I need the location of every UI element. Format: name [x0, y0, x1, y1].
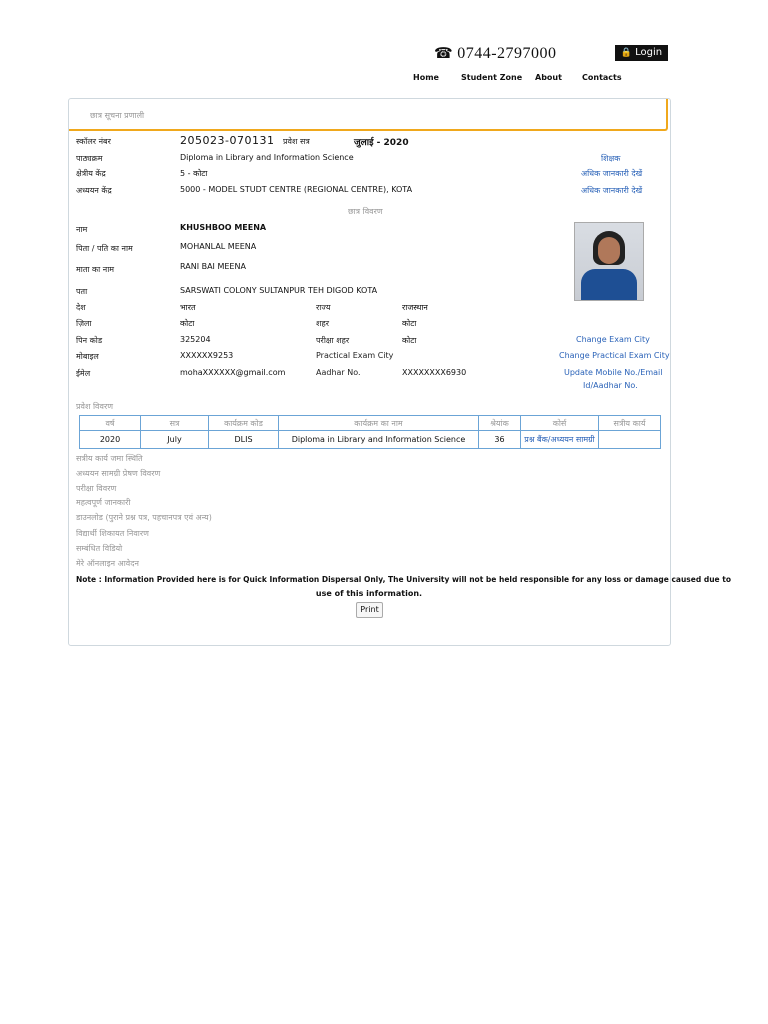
district-value: कोटा: [180, 319, 195, 328]
student-section-title: छात्र विवरण: [348, 207, 383, 216]
main-nav: [0, 73, 768, 87]
address-value: SARSWATI COLONY SULTANPUR TEH DIGOD KOTA: [180, 286, 378, 295]
question-bank-link[interactable]: प्रश्न बैंक/अध्ययन सामग्री: [521, 431, 599, 449]
col-course: कोर्स: [521, 416, 599, 431]
lock-icon: 🔒: [620, 48, 633, 58]
session-value: जुलाई - 2020: [354, 138, 409, 148]
note-line-1: Note : Information Provided here is for Quick Information Dispersal Only, The University will not be held responsible for any loss or damage caused due to: [76, 575, 731, 584]
course-value: Diploma in Library and Information Science: [180, 153, 354, 162]
region-label: क्षेत्रीय केंद्र: [76, 169, 106, 178]
study-centre-label: अध्ययन केंद्र: [76, 186, 112, 195]
table-header-row: [80, 416, 661, 431]
note-line-2: use of this information.: [315, 589, 423, 598]
mother-label: माता का नाम: [76, 265, 115, 274]
col-session: सत्र: [141, 416, 209, 431]
region-more-link[interactable]: अधिक जानकारी देखें: [581, 169, 643, 178]
course-label: पाठ्यक्रम: [76, 154, 103, 163]
district-label: ज़िला: [76, 319, 92, 328]
student-photo: [574, 222, 644, 301]
exam-city-label: परीक्षा शहर: [316, 336, 350, 345]
admission-title: प्रवेश विवरण: [76, 402, 114, 411]
top-bar: [0, 40, 768, 68]
city-label: शहर: [316, 319, 329, 328]
exam-city-value: कोटा: [402, 336, 417, 345]
cell-program-code: DLIS: [209, 431, 279, 449]
email-value: mohaXXXXXX@gmail.com: [180, 368, 286, 377]
address-label: पता: [76, 287, 88, 296]
nav-home[interactable]: Home: [413, 73, 439, 82]
link-my-applications[interactable]: मेरे ऑनलाइन आवेदन: [76, 559, 139, 568]
phone-text: 0744-2797000: [457, 45, 557, 62]
nav-student-zone[interactable]: Student Zone: [461, 73, 523, 82]
state-label: राज्य: [316, 303, 331, 312]
panel-header: [69, 99, 668, 131]
col-credits: श्रेयांक: [479, 416, 521, 431]
login-label: Login: [635, 47, 663, 58]
country-label: देश: [76, 303, 86, 312]
col-year: वर्ष: [80, 416, 141, 431]
scholar-no: 205023-070131: [180, 134, 275, 147]
session-label: प्रवेश सत्र: [283, 137, 310, 146]
col-assignment: सत्रीय कार्य: [599, 416, 661, 431]
aadhar-value: XXXXXXXX6930: [402, 368, 467, 377]
pin-label: पिन कोड: [76, 336, 103, 345]
study-centre-value: 5000 - MODEL STUDT CENTRE (REGIONAL CENTRE), KOTA: [180, 185, 413, 194]
admission-table: [79, 415, 661, 449]
update-mobile-link-line2[interactable]: Id/Aadhar No.: [583, 381, 638, 390]
nav-about[interactable]: About: [535, 73, 562, 82]
link-study-material-dispatch[interactable]: अध्ययन सामग्री प्रेषण विवरण: [76, 469, 161, 478]
change-exam-city-link[interactable]: Change Exam City: [576, 335, 650, 344]
cell-program-name: Diploma in Library and Information Science: [279, 431, 479, 449]
aadhar-label: Aadhar No.: [316, 368, 361, 377]
cell-assignment: [599, 431, 661, 449]
change-practical-city-link[interactable]: Change Practical Exam City: [559, 351, 670, 360]
mobile-label: मोबाइल: [76, 352, 99, 361]
email-label: ईमेल: [76, 369, 91, 378]
disclaimer-note: [76, 573, 731, 601]
mobile-value: XXXXXX9253: [180, 351, 234, 360]
phone-number: [434, 44, 557, 63]
link-grievance[interactable]: विद्यार्थी शिकायत निवारण: [76, 529, 149, 538]
father-name: MOHANLAL MEENA: [180, 242, 257, 251]
login-button[interactable]: [615, 45, 668, 61]
country-value: भारत: [180, 303, 196, 312]
link-related-videos[interactable]: सम्बंधित विडियो: [76, 544, 123, 553]
cell-credits: 36: [479, 431, 521, 449]
mother-name: RANI BAI MEENA: [180, 262, 246, 271]
study-more-link[interactable]: अधिक जानकारी देखें: [581, 186, 643, 195]
panel-title: छात्र सूचना प्रणाली: [90, 111, 145, 120]
link-exam-details[interactable]: परीक्षा विवरण: [76, 484, 117, 493]
col-program-code: कार्यक्रम कोड: [209, 416, 279, 431]
state-value: राजस्थान: [402, 303, 428, 312]
region-value: 5 - कोटा: [180, 169, 208, 178]
link-important-info[interactable]: महत्वपूर्ण जानकारी: [76, 498, 131, 507]
scholar-no-label: स्कॉलर नंबर: [76, 137, 111, 146]
link-assignment-status[interactable]: सत्रीय कार्य जमा स्थिति: [76, 454, 143, 463]
link-downloads[interactable]: डाउनलोड (पुराने प्रश्न पत्र, पहचानपत्र एवं अन्य): [76, 513, 212, 522]
nav-contacts[interactable]: Contacts: [582, 73, 622, 82]
col-program-name: कार्यक्रम का नाम: [279, 416, 479, 431]
cell-year: 2020: [80, 431, 141, 449]
phone-icon: ☎: [434, 46, 454, 62]
cell-session: July: [141, 431, 209, 449]
city-value: कोटा: [402, 319, 417, 328]
student-name: KHUSHBOO MEENA: [180, 223, 267, 232]
name-label: नाम: [76, 225, 88, 234]
teacher-link[interactable]: शिक्षक: [601, 154, 621, 163]
update-mobile-link[interactable]: Update Mobile No./Email: [564, 368, 663, 377]
practical-city-label: Practical Exam City: [316, 351, 394, 360]
print-button[interactable]: Print: [356, 602, 383, 618]
table-row: [80, 431, 661, 449]
pin-value: 325204: [180, 335, 211, 344]
father-label: पिता / पति का नाम: [76, 244, 133, 253]
